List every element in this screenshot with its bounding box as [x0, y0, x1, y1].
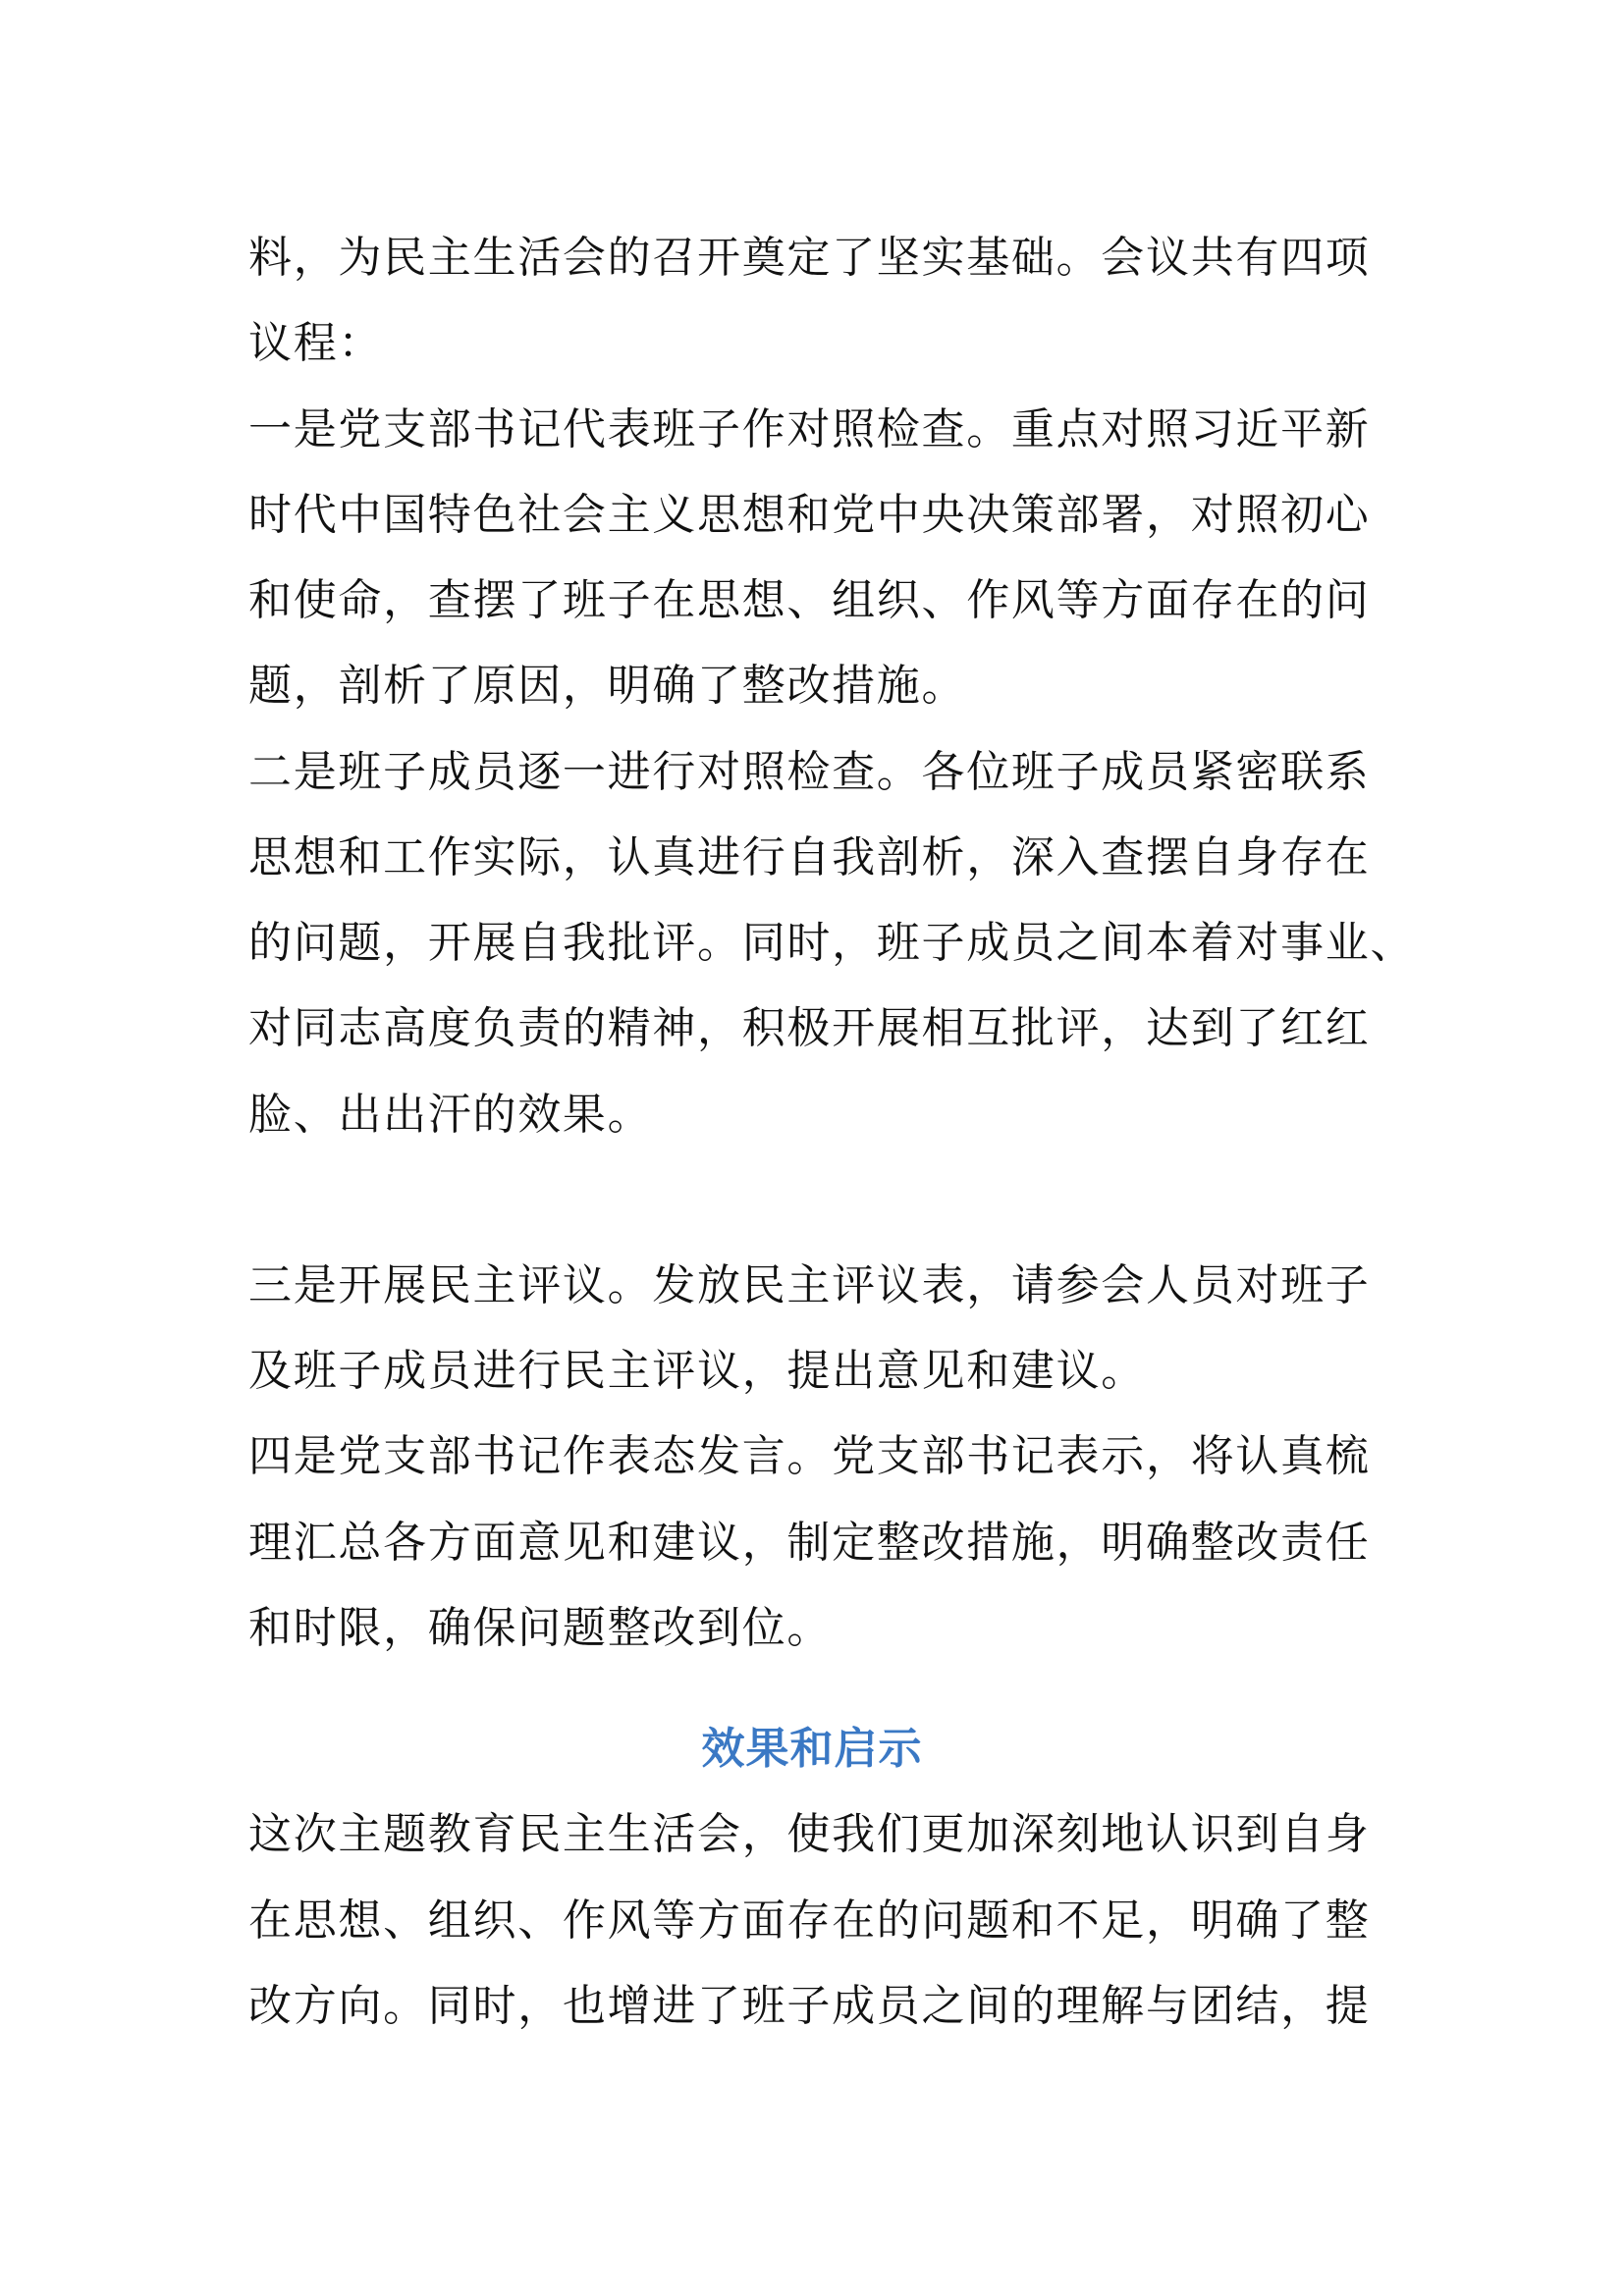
paragraph-line: 二是班子成员逐一进行对照检查。各位班子成员紧密联系	[248, 747, 1371, 797]
paragraph-line: 的问题，开展自我批评。同时，班子成员之间本着对事业、	[248, 918, 1416, 968]
paragraph-line: 对同志高度负责的精神，积极开展相互批评，达到了红红	[248, 1003, 1371, 1053]
paragraph-line: 四是党支部书记作表态发言。党支部书记表示，将认真梳	[248, 1431, 1371, 1481]
paragraph-line: 及班子成员进行民主评议，提出意见和建议。	[248, 1346, 1146, 1396]
paragraph-line: 一是党支部书记代表班子作对照检查。重点对照习近平新	[248, 404, 1371, 454]
paragraph-line: 思想和工作实际，认真进行自我剖析，深入查摆自身存在	[248, 832, 1371, 882]
paragraph-line: 和时限，确保问题整改到位。	[248, 1603, 833, 1653]
paragraph-line: 议程：	[248, 318, 384, 368]
paragraph-line: 时代中国特色社会主义思想和党中央决策部署，对照初心	[248, 490, 1371, 540]
paragraph-line: 在思想、组织、作风等方面存在的问题和不足，明确了整	[248, 1896, 1371, 1946]
section-heading: 效果和启示	[701, 1724, 923, 1774]
paragraph-line: 改方向。同时，也增进了班子成员之间的理解与团结，提	[248, 1981, 1371, 2031]
paragraph-line: 和使命，查摆了班子在思想、组织、作风等方面存在的问	[248, 575, 1371, 625]
paragraph-line: 三是开展民主评议。发放民主评议表，请参会人员对班子	[248, 1260, 1371, 1310]
paragraph-line: 脸、出出汗的效果。	[248, 1090, 653, 1140]
paragraph-line: 理汇总各方面意见和建议，制定整改措施，明确整改责任	[248, 1518, 1371, 1568]
paragraph-line: 这次主题教育民主生活会，使我们更加深刻地认识到自身	[248, 1809, 1371, 1859]
paragraph-line: 料，为民主生活会的召开奠定了坚实基础。会议共有四项	[248, 233, 1371, 283]
paragraph-line: 题，剖析了原因，明确了整改措施。	[248, 661, 967, 711]
